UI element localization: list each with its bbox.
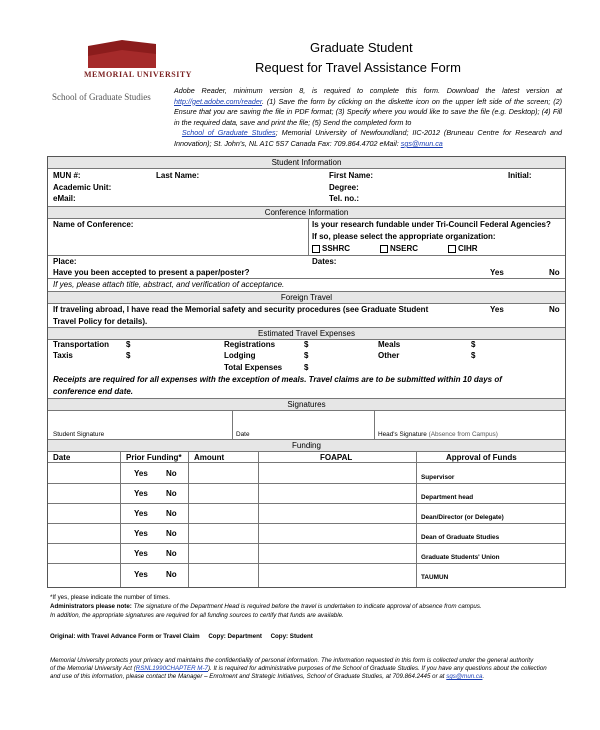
section-student-info: Student Information — [48, 157, 565, 169]
university-name: MEMORIAL UNIVERSITY — [84, 70, 192, 79]
prior-yes-4[interactable]: Yes — [134, 529, 148, 538]
travel-form — [47, 156, 566, 588]
place-label: Place: — [53, 257, 77, 266]
initial-label: Initial: — [508, 171, 532, 180]
prior-no-1[interactable]: No — [166, 469, 177, 478]
cihr-checkbox[interactable] — [448, 245, 456, 253]
approval-dean-director: Dean/Director (or Delegate) — [421, 514, 504, 521]
prior-yes-2[interactable]: Yes — [134, 489, 148, 498]
prior-funding-note: *If yes, please indicate the number of times. — [50, 594, 171, 601]
email-link[interactable]: sgs@mun.ca — [400, 138, 443, 148]
tel-label: Tel. no.: — [329, 194, 360, 203]
funding-col-approval: Approval of Funds — [446, 453, 517, 462]
dates-label: Dates: — [312, 257, 337, 266]
meals-label: Meals — [378, 340, 401, 349]
prior-no-5[interactable]: No — [166, 549, 177, 558]
registrations-label: Registrations — [224, 340, 276, 349]
currency-symbol: $ — [126, 340, 131, 349]
taxis-label: Taxis — [53, 351, 73, 360]
approval-taumun: TAUMUN — [421, 574, 449, 581]
conference-name-label: Name of Conference: — [53, 220, 134, 229]
student-signature-label: Student Signature — [53, 431, 105, 438]
head-signature-label: Head's Signature (Absence from Campus) — [378, 431, 498, 438]
lodging-label: Lodging — [224, 351, 256, 360]
school-name: School of Graduate Studies — [52, 92, 151, 102]
last-name-label: Last Name: — [156, 171, 200, 180]
funding-col-foapal: FOAPAL — [320, 453, 353, 462]
approval-dean-graduate: Dean of Graduate Studies — [421, 534, 500, 541]
sgs-link[interactable]: School of Graduate Studies — [181, 128, 276, 138]
prior-no-6[interactable]: No — [166, 570, 177, 579]
degree-label: Degree: — [329, 183, 359, 192]
prior-no-2[interactable]: No — [166, 489, 177, 498]
funding-col-date: Date — [53, 453, 71, 462]
currency-symbol: $ — [304, 363, 309, 372]
signature-date-label: Date — [236, 431, 250, 438]
sshrc-option[interactable]: SSHRC — [312, 244, 350, 253]
currency-symbol: $ — [471, 351, 476, 360]
total-expenses-label: Total Expenses — [224, 363, 283, 372]
currency-symbol: $ — [304, 340, 309, 349]
admin-note: Administrators please note: The signature of the Department Head is required before the travel is undertaken to indicate approval of absence from campus. — [50, 603, 482, 610]
instructions: Adobe Reader, minimum version 8, is required to complete this form. Download the latest version at http://get.adobe.com/reader. (1) Save the form by clicking on the diskette icon on the upper left side of the screen; (2) Ensure that you are saving the file in PDF format; (3) Specify where you would like to save the file (e.g. Desktop); (4) Fill in the required data, save and print the file; (5) Send the completed form to School of Graduate Studies; Memorial University of Newfoundland; IIC-2012 (Bruneau Centre for Research and Innovation); St. John's, NL A1C 5S7 Canada Fax: 709.864.4702 eMail: sgs@mun.ca — [174, 86, 563, 148]
sshrc-checkbox[interactable] — [312, 245, 320, 253]
privacy-line2: of the Memorial University Act (RSNL1990CHAPTER M-7). It is required for administrative purposes of the School of Graduate Studies. If you have any questions about the collection — [50, 665, 547, 672]
privacy-email-link[interactable]: sgs@mun.ca — [446, 673, 483, 680]
receipts-note-line2: conference end date. — [53, 387, 134, 396]
prior-yes-6[interactable]: Yes — [134, 570, 148, 579]
funding-col-amount: Amount — [194, 453, 225, 462]
currency-symbol: $ — [126, 351, 131, 360]
foreign-no[interactable]: No — [549, 305, 560, 314]
cihr-option[interactable]: CIHR — [448, 244, 478, 253]
approval-supervisor: Supervisor — [421, 474, 455, 481]
approval-department-head: Department head — [421, 494, 474, 501]
funding-col-prior: Prior Funding* — [126, 453, 182, 462]
accepted-no[interactable]: No — [549, 268, 560, 277]
other-label: Other — [378, 351, 400, 360]
form-title-line1: Graduate Student — [310, 40, 413, 55]
foreign-question-line1: If traveling abroad, I have read the Memorial safety and security procedures (see Graduate Student — [53, 305, 429, 314]
privacy-line3: and use of this information, please contact the Manager – Enrolment and Strategic Initiatives, School of Graduate Studies, at 709.864.2445 or at sgs@mun.ca. — [50, 673, 485, 680]
fundable-question: Is your research fundable under Tri-Council Federal Agencies? — [312, 220, 551, 229]
nserc-option[interactable]: NSERC — [380, 244, 418, 253]
legislation-link[interactable]: RSNL1990CHAPTER M-7 — [135, 665, 208, 672]
mun-label: MUN #: — [53, 171, 81, 180]
email-label: eMail: — [53, 194, 76, 203]
privacy-line1: Memorial University protects your privacy and maintains the confidentiality of personal information. The information requested in this form is collected under the general authority — [50, 657, 534, 664]
admin-note-line2: In addition, the appropriate signatures are required for all funding sources to certify that funds are available. — [50, 612, 344, 619]
section-expenses: Estimated Travel Expenses — [48, 327, 565, 340]
attach-note: If yes, please attach title, abstract, and verification of acceptance. — [53, 280, 285, 289]
distribution-line: Original: with Travel Advance Form or Travel Claim Copy: Department Copy: Student — [50, 633, 313, 640]
receipts-note-line1: Receipts are required for all expenses with the exception of meals. Travel claims are to be submitted within 10 days of — [53, 375, 502, 384]
first-name-label: First Name: — [329, 171, 374, 180]
prior-yes-3[interactable]: Yes — [134, 509, 148, 518]
nserc-checkbox[interactable] — [380, 245, 388, 253]
prior-no-4[interactable]: No — [166, 529, 177, 538]
currency-symbol: $ — [304, 351, 309, 360]
prior-no-3[interactable]: No — [166, 509, 177, 518]
adobe-link[interactable]: http://get.adobe.com/reader — [174, 96, 263, 106]
academic-unit-label: Academic Unit: — [53, 183, 112, 192]
foreign-question-line2: Travel Policy for details). — [53, 317, 148, 326]
form-title-line2: Request for Travel Assistance Form — [255, 60, 461, 75]
transportation-label: Transportation — [53, 340, 110, 349]
approval-gsu: Graduate Students' Union — [421, 554, 500, 561]
section-signatures: Signatures — [48, 398, 565, 411]
section-conference: Conference Information — [48, 206, 565, 219]
prior-yes-1[interactable]: Yes — [134, 469, 148, 478]
currency-symbol: $ — [471, 340, 476, 349]
section-foreign-travel: Foreign Travel — [48, 291, 565, 304]
prior-yes-5[interactable]: Yes — [134, 549, 148, 558]
foreign-yes[interactable]: Yes — [490, 305, 504, 314]
accepted-yes[interactable]: Yes — [490, 268, 504, 277]
agency-question: If so, please select the appropriate organization: — [312, 232, 496, 241]
section-funding: Funding — [48, 439, 565, 452]
accepted-question: Have you been accepted to present a paper/poster? — [53, 268, 250, 277]
